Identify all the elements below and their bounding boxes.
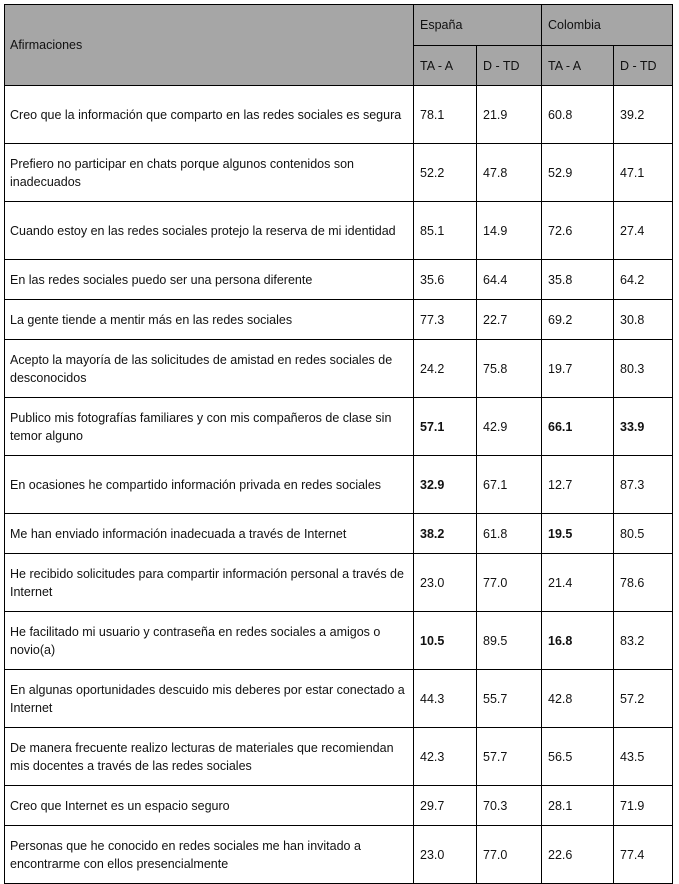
value-cell-espana-ta-a: 85.1	[414, 202, 477, 260]
statement-cell: Creo que Internet es un espacio seguro	[5, 786, 414, 826]
value-cell-colombia-d-td: 64.2	[614, 260, 673, 300]
value-cell-colombia-ta-a: 72.6	[542, 202, 614, 260]
value-cell-espana-ta-a: 44.3	[414, 670, 477, 728]
value-cell-espana-ta-a: 38.2	[414, 514, 477, 554]
value-cell-colombia-ta-a: 21.4	[542, 554, 614, 612]
value-cell-espana-ta-a: 10.5	[414, 612, 477, 670]
table-row	[5, 86, 673, 144]
value-cell-espana-d-td: 70.3	[477, 786, 542, 826]
table-row	[5, 786, 673, 826]
header-subcol-colombia-ta-a: TA - A	[542, 46, 614, 86]
header-country-colombia: Colombia	[542, 5, 673, 46]
value-cell-espana-ta-a: 78.1	[414, 86, 477, 144]
statement-cell: Acepto la mayoría de las solicitudes de amistad en redes sociales de desconocidos	[5, 340, 414, 398]
table-row	[5, 670, 673, 728]
statement-cell: Cuando estoy en las redes sociales protejo la reserva de mi identidad	[5, 202, 414, 260]
table-header	[5, 5, 673, 86]
value-cell-espana-d-td: 77.0	[477, 826, 542, 884]
value-cell-colombia-ta-a: 56.5	[542, 728, 614, 786]
value-cell-colombia-ta-a: 52.9	[542, 144, 614, 202]
header-afirmaciones: Afirmaciones	[5, 5, 414, 86]
value-cell-colombia-ta-a: 42.8	[542, 670, 614, 728]
value-cell-colombia-ta-a: 66.1	[542, 398, 614, 456]
value-cell-colombia-ta-a: 69.2	[542, 300, 614, 340]
value-cell-espana-d-td: 67.1	[477, 456, 542, 514]
value-cell-colombia-ta-a: 28.1	[542, 786, 614, 826]
statement-cell: Publico mis fotografías familiares y con mis compañeros de clase sin temor alguno	[5, 398, 414, 456]
value-cell-espana-ta-a: 23.0	[414, 554, 477, 612]
table-body	[5, 86, 673, 884]
table-row	[5, 260, 673, 300]
table-row	[5, 514, 673, 554]
value-cell-colombia-d-td: 39.2	[614, 86, 673, 144]
value-cell-espana-ta-a: 42.3	[414, 728, 477, 786]
value-cell-espana-ta-a: 24.2	[414, 340, 477, 398]
table-row	[5, 826, 673, 884]
value-cell-colombia-ta-a: 35.8	[542, 260, 614, 300]
value-cell-colombia-ta-a: 12.7	[542, 456, 614, 514]
value-cell-colombia-d-td: 87.3	[614, 456, 673, 514]
statement-cell: He facilitado mi usuario y contraseña en redes sociales a amigos o novio(a)	[5, 612, 414, 670]
survey-table	[4, 4, 673, 884]
table-row	[5, 728, 673, 786]
statement-cell: He recibido solicitudes para compartir información personal a través de Internet	[5, 554, 414, 612]
table-row	[5, 202, 673, 260]
value-cell-espana-d-td: 75.8	[477, 340, 542, 398]
value-cell-colombia-d-td: 47.1	[614, 144, 673, 202]
value-cell-espana-ta-a: 32.9	[414, 456, 477, 514]
value-cell-espana-d-td: 14.9	[477, 202, 542, 260]
value-cell-colombia-d-td: 71.9	[614, 786, 673, 826]
table-row	[5, 398, 673, 456]
value-cell-espana-ta-a: 23.0	[414, 826, 477, 884]
value-cell-espana-d-td: 77.0	[477, 554, 542, 612]
statement-cell: De manera frecuente realizo lecturas de materiales que recomiendan mis docentes a través de las redes sociales	[5, 728, 414, 786]
header-subcol-espana-ta-a: TA - A	[414, 46, 477, 86]
value-cell-colombia-ta-a: 19.5	[542, 514, 614, 554]
value-cell-colombia-ta-a: 22.6	[542, 826, 614, 884]
statement-cell: En ocasiones he compartido información privada en redes sociales	[5, 456, 414, 514]
value-cell-colombia-d-td: 27.4	[614, 202, 673, 260]
value-cell-espana-ta-a: 77.3	[414, 300, 477, 340]
value-cell-espana-d-td: 42.9	[477, 398, 542, 456]
value-cell-espana-ta-a: 29.7	[414, 786, 477, 826]
table-row	[5, 554, 673, 612]
value-cell-espana-ta-a: 57.1	[414, 398, 477, 456]
value-cell-espana-d-td: 55.7	[477, 670, 542, 728]
value-cell-espana-d-td: 64.4	[477, 260, 542, 300]
statement-cell: En las redes sociales puedo ser una persona diferente	[5, 260, 414, 300]
table-row	[5, 300, 673, 340]
statement-cell: Personas que he conocido en redes sociales me han invitado a encontrarme con ellos presencialmente	[5, 826, 414, 884]
value-cell-colombia-d-td: 83.2	[614, 612, 673, 670]
value-cell-colombia-d-td: 77.4	[614, 826, 673, 884]
header-country-espana: España	[414, 5, 542, 46]
value-cell-colombia-d-td: 43.5	[614, 728, 673, 786]
header-subcol-espana-d-td: D - TD	[477, 46, 542, 86]
value-cell-colombia-d-td: 33.9	[614, 398, 673, 456]
table-row	[5, 456, 673, 514]
statement-cell: La gente tiende a mentir más en las redes sociales	[5, 300, 414, 340]
value-cell-espana-ta-a: 52.2	[414, 144, 477, 202]
table-row	[5, 340, 673, 398]
value-cell-espana-d-td: 47.8	[477, 144, 542, 202]
value-cell-espana-d-td: 89.5	[477, 612, 542, 670]
value-cell-colombia-d-td: 78.6	[614, 554, 673, 612]
value-cell-colombia-d-td: 30.8	[614, 300, 673, 340]
value-cell-colombia-ta-a: 60.8	[542, 86, 614, 144]
value-cell-colombia-d-td: 80.5	[614, 514, 673, 554]
header-subcol-colombia-d-td: D - TD	[614, 46, 673, 86]
statement-cell: Creo que la información que comparto en las redes sociales es segura	[5, 86, 414, 144]
table-row	[5, 612, 673, 670]
value-cell-espana-d-td: 57.7	[477, 728, 542, 786]
header-row-countries	[5, 5, 673, 46]
value-cell-colombia-d-td: 57.2	[614, 670, 673, 728]
value-cell-espana-ta-a: 35.6	[414, 260, 477, 300]
table-row	[5, 144, 673, 202]
value-cell-colombia-ta-a: 16.8	[542, 612, 614, 670]
statement-cell: Me han enviado información inadecuada a través de Internet	[5, 514, 414, 554]
value-cell-espana-d-td: 61.8	[477, 514, 542, 554]
value-cell-colombia-ta-a: 19.7	[542, 340, 614, 398]
statement-cell: Prefiero no participar en chats porque algunos contenidos son inadecuados	[5, 144, 414, 202]
value-cell-espana-d-td: 22.7	[477, 300, 542, 340]
value-cell-colombia-d-td: 80.3	[614, 340, 673, 398]
statement-cell: En algunas oportunidades descuido mis deberes por estar conectado a Internet	[5, 670, 414, 728]
value-cell-espana-d-td: 21.9	[477, 86, 542, 144]
